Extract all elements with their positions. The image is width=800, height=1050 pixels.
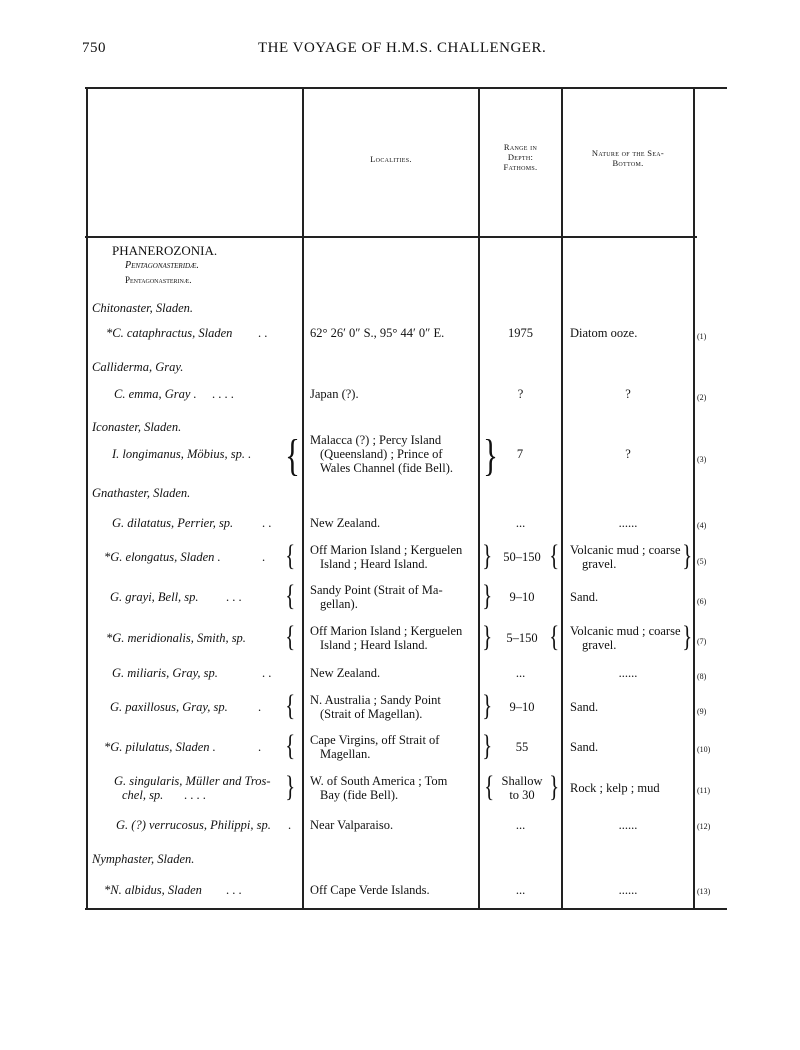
species-name: *N. albidus, Sladen <box>104 883 202 897</box>
sea-bottom: ...... <box>618 883 638 897</box>
depth-cont: to 30 <box>509 788 535 802</box>
footnote-ref: (13) <box>697 887 711 896</box>
locality: Cape Virgins, off Strait of <box>310 733 440 747</box>
species-name: G. singularis, Müller and Tros- <box>114 774 271 788</box>
sea-bottom: Sand. <box>570 740 599 754</box>
running-title: THE VOYAGE OF H.M.S. CHALLENGER. <box>258 40 547 56</box>
depth: 7 <box>516 447 524 461</box>
right-brace: } <box>482 620 493 653</box>
locality: Near Valparaiso. <box>310 818 394 832</box>
col-rule-locality <box>478 88 480 908</box>
locality-cont: (Strait of Magellan). <box>320 707 423 721</box>
depth: ... <box>515 818 526 832</box>
right-brace: } <box>482 579 493 612</box>
locality: Off Marion Island ; Kerguelen <box>310 624 463 638</box>
footnote-ref: (3) <box>697 455 707 464</box>
depth: ... <box>515 666 526 680</box>
genus-iconaster: Iconaster, Sladen. <box>92 420 182 434</box>
right-brace: } <box>549 770 560 803</box>
locality-cont: gellan). <box>320 597 358 611</box>
left-brace: { <box>285 620 296 653</box>
depth: Shallow <box>501 774 543 788</box>
table-bottom-rule <box>85 908 727 910</box>
col-rule-depth <box>561 88 563 908</box>
species-name: G. miliaris, Gray, sp. <box>112 666 218 680</box>
left-brace: { <box>285 579 296 612</box>
table-head-rule <box>85 236 697 238</box>
locality: 62° 26′ 0″ S., 95° 44′ 0″ E. <box>310 326 445 340</box>
order-heading: PHANEROZONIA. <box>112 243 218 258</box>
depth: ... <box>515 883 526 897</box>
depth: 5–150 <box>506 631 538 645</box>
depth: 9–10 <box>509 700 535 714</box>
locality: Malacca (?) ; Percy Island <box>310 433 442 447</box>
subfamily-heading: Pentagonasterinæ. <box>125 275 192 285</box>
left-brace: { <box>549 539 560 572</box>
locality: New Zealand. <box>310 666 381 680</box>
locality-cont: (Queensland) ; Prince of <box>320 447 443 461</box>
sea-bottom: ...... <box>618 666 638 680</box>
left-brace: { <box>484 770 495 803</box>
species-name: *G. meridionalis, Smith, sp. <box>106 631 246 645</box>
footnote-ref: (12) <box>697 822 711 831</box>
footnote-ref: (9) <box>697 707 707 716</box>
footnote-ref: (11) <box>697 786 711 795</box>
locality: Japan (?). <box>310 387 359 401</box>
species-name: G. paxillosus, Gray, sp. <box>110 700 228 714</box>
depth: 1975 <box>508 326 533 340</box>
species-name: G. grayi, Bell, sp. <box>110 590 199 604</box>
footnote-ref: (5) <box>697 557 707 566</box>
species-name: C. emma, Gray . <box>114 387 197 401</box>
right-brace: } <box>682 539 693 572</box>
family-heading: Pentagonasteridæ. <box>125 260 199 271</box>
locality: Off Marion Island ; Kerguelen <box>310 543 463 557</box>
right-brace: } <box>482 539 493 572</box>
col-header-depth: Range in Depth: Fathoms. <box>503 142 538 172</box>
genus-chitonaster: Chitonaster, Sladen. <box>92 301 194 315</box>
locality-cont: Wales Channel (fide Bell). <box>320 461 453 475</box>
right-brace: } <box>482 729 493 762</box>
sea-bottom: Volcanic mud ; coarse <box>570 624 681 638</box>
sea-bottom: Rock ; kelp ; mud <box>570 781 660 795</box>
footnote-ref: (4) <box>697 521 707 530</box>
locality: W. of South America ; Tom <box>310 774 448 788</box>
sea-bottom: ...... <box>618 818 638 832</box>
locality: Off Cape Verde Islands. <box>310 883 430 897</box>
col-rule-left <box>86 88 88 908</box>
sea-bottom: ? <box>625 447 631 461</box>
sea-bottom: Volcanic mud ; coarse <box>570 543 681 557</box>
left-brace: { <box>285 729 296 762</box>
depth: ... <box>515 516 526 530</box>
locality: New Zealand. <box>310 516 381 530</box>
locality-cont: Island ; Heard Island. <box>320 638 428 652</box>
footnote-ref: (2) <box>697 393 707 402</box>
species-name: I. longimanus, Möbius, sp. . <box>112 447 252 461</box>
species-name: *C. cataphractus, Sladen <box>106 326 233 340</box>
sea-bottom: ...... <box>618 516 638 530</box>
locality: N. Australia ; Sandy Point <box>310 693 441 707</box>
col-header-bottom: Nature of the Sea- Bottom. <box>591 148 665 168</box>
genus-nymphaster: Nymphaster, Sladen. <box>92 852 195 866</box>
sea-bottom: Sand. <box>570 590 599 604</box>
sea-bottom: Diatom ooze. <box>570 326 638 340</box>
sea-bottom: ? <box>625 387 631 401</box>
right-brace: } <box>682 620 693 653</box>
left-brace: { <box>549 620 560 653</box>
footnote-ref: (1) <box>697 332 707 341</box>
species-name: *G. elongatus, Sladen . <box>104 550 221 564</box>
col-rule-species <box>302 88 304 908</box>
depth: ? <box>517 387 524 401</box>
page-number: 750 <box>82 40 106 56</box>
depth: 50–150 <box>503 550 541 564</box>
locality-cont: Island ; Heard Island. <box>320 557 428 571</box>
footnote-ref: (6) <box>697 597 707 606</box>
species-name: G. dilatatus, Perrier, sp. <box>112 516 234 530</box>
sea-bottom-cont: gravel. <box>582 557 617 571</box>
genus-gnathaster: Gnathaster, Sladen. <box>92 486 191 500</box>
genus-calliderma: Calliderma, Gray. <box>92 360 184 374</box>
sea-bottom-cont: gravel. <box>582 638 617 652</box>
left-brace: { <box>285 431 300 480</box>
species-name-cont: chel, sp. <box>122 788 164 802</box>
table-top-rule <box>85 87 727 89</box>
locality-cont: Magellan. <box>320 747 371 761</box>
species-name: *G. pilulatus, Sladen . <box>104 740 216 754</box>
locality-cont: Bay (fide Bell). <box>320 788 399 802</box>
right-brace: } <box>483 431 498 480</box>
left-brace: { <box>285 539 296 572</box>
right-brace: } <box>285 770 296 803</box>
left-brace: { <box>285 689 296 722</box>
col-rule-bottom <box>693 88 695 908</box>
footnote-ref: (8) <box>697 672 707 681</box>
species-name: G. (?) verrucosus, Philippi, sp. <box>116 818 271 832</box>
sea-bottom: Sand. <box>570 700 599 714</box>
depth: 9–10 <box>509 590 535 604</box>
locality: Sandy Point (Strait of Ma- <box>310 583 443 597</box>
right-brace: } <box>482 689 493 722</box>
depth: 55 <box>515 740 529 754</box>
footnote-ref: (10) <box>697 745 711 754</box>
footnote-ref: (7) <box>697 637 707 646</box>
col-header-localities: Localities. <box>370 154 412 164</box>
